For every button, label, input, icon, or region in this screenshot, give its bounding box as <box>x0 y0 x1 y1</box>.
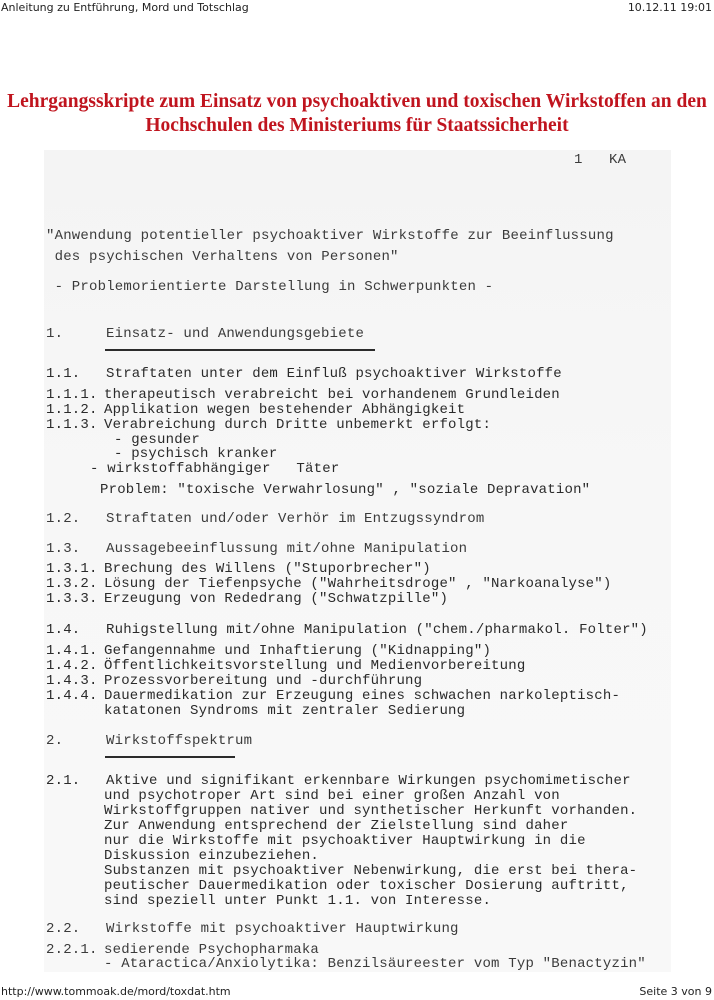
section-1-3-3: 1.3.3. Erzeugung von Rededrang ("Schwatzpille") <box>46 591 449 607</box>
section-1-2: 1.2. Straftaten und/oder Verhör im Entzugssyndrom <box>46 511 485 527</box>
section-1-1-3: 1.1.3. Verabreichung durch Dritte unbemerkt erfolgt: <box>46 417 492 433</box>
scan-page-number: 1 <box>574 152 583 168</box>
section-2-1: 2.1. Aktive und signifikant erkennbare Wirkungen psychomimetischer <box>46 773 631 789</box>
section-1-3: 1.3. Aussagebeeinflussung mit/ohne Manipulation <box>46 541 468 557</box>
section-2-1-line-5: nur die Wirkstoffe mit psychoaktiver Hauptwirkung in die <box>104 833 586 849</box>
print-header <box>0 1 714 15</box>
section-2-2-1-item: - Ataractica/Anxiolytika: Benzilsäureester vom Typ "Benactyzin" <box>104 956 646 972</box>
section-2-2: 2.2. Wirkstoffe mit psychoaktiver Hauptwirkung <box>46 921 459 937</box>
page-title <box>0 90 714 138</box>
section-1-4-4: 1.4.4. Dauermedikation zur Erzeugung eines schwachen narkoleptisch- <box>46 688 621 704</box>
print-datetime: 10.12.11 19:01 <box>627 1 712 14</box>
section-1-4-3: 1.4.3. Prozessvorbereitung und -durchführung <box>46 673 423 689</box>
section-1-4-2: 1.4.2. Öffentlichkeitsvorstellung und Medienvorbereitung <box>46 658 526 674</box>
section-heading-1: 1. Einsatz- und Anwendungsgebiete <box>46 326 365 342</box>
section-underline-2 <box>105 756 235 758</box>
source-url: http://www.tommoak.de/mord/toxdat.htm <box>1 985 231 998</box>
section-1-3-2: 1.3.2. Lösung der Tiefenpsyche ("Wahrheitsdroge" , "Narkoanalyse") <box>46 576 612 592</box>
scanned-typewriter-page <box>44 150 671 972</box>
section-1-4-4-continued: katatonen Syndroms mit zentraler Sedierung <box>104 703 466 719</box>
scan-heading-line-1: "Anwendung potentieller psychoaktiver Wirkstoffe zur Beeinflussung <box>46 228 614 244</box>
section-2-1-line-7: Substanzen mit psychoaktiver Nebenwirkung, die erst bei thera- <box>104 863 638 879</box>
scan-initials: KA <box>609 152 627 168</box>
section-heading-2: 2. Wirkstoffspektrum <box>46 733 253 749</box>
section-2-1-line-4: Zur Anwendung entsprechend der Zielstellung sind daher <box>104 818 569 834</box>
section-1-4: 1.4. Ruhigstellung mit/ohne Manipulation ("chem./pharmakol. Folter") <box>46 622 648 638</box>
section-underline-1 <box>105 349 375 351</box>
problem-note: Problem: "toxische Verwahrlosung" , "soziale Depravation" <box>100 482 591 498</box>
section-2-1-line-6: Diskussion einzubeziehen. <box>104 848 320 864</box>
section-2-1-line-8: peutischer Dauermedikation oder toxischer Dosierung auftritt, <box>104 878 629 894</box>
page-title-line-1: Lehrgangsskripte zum Einsatz von psychoaktiven und toxischen Wirkstoffen an den <box>7 91 707 112</box>
page-indicator: Seite 3 von 9 <box>639 985 712 998</box>
document-title: Anleitung zu Entführung, Mord und Totschlag <box>1 1 249 14</box>
scan-subheading: - Problemorientierte Darstellung in Schwerpunkten - <box>46 279 494 295</box>
page-title-line-2: Hochschulen des Ministeriums für Staatssicherheit <box>145 115 569 136</box>
print-footer <box>0 985 714 999</box>
section-2-1-line-3: Wirkstoffgruppen nativer und synthetischer Herkunft vorhanden. <box>104 803 638 819</box>
section-1-4-1: 1.4.1. Gefangennahme und Inhaftierung ("Kidnapping") <box>46 643 492 659</box>
scan-heading-line-2: des psychischen Verhaltens von Personen" <box>46 249 399 265</box>
section-1-1-2: 1.1.2. Applikation wegen bestehender Abhängigkeit <box>46 402 466 418</box>
section-1-3-1: 1.3.1. Brechung des Willens ("Stuporbrecher") <box>46 561 431 577</box>
section-2-1-line-2: und psychotroper Art sind bei einer großen Anzahl von <box>104 788 560 804</box>
list-item-gesunder: - gesunder <box>114 432 201 448</box>
list-item-psychisch-kranker: - psychisch kranker <box>114 446 278 462</box>
section-2-1-line-9: sind speziell unter Punkt 1.1. von Interesse. <box>104 893 492 909</box>
list-item-wirkstoffabhaengiger: - wirkstoffabhängiger Täter <box>90 461 340 477</box>
section-1-1: 1.1. Straftaten unter dem Einfluß psychoaktiver Wirkstoffe <box>46 366 562 382</box>
section-2-2-1: 2.2.1. sedierende Psychopharmaka <box>46 942 320 958</box>
section-1-1-1: 1.1.1. therapeutisch verabreicht bei vorhandenem Grundleiden <box>46 387 560 403</box>
